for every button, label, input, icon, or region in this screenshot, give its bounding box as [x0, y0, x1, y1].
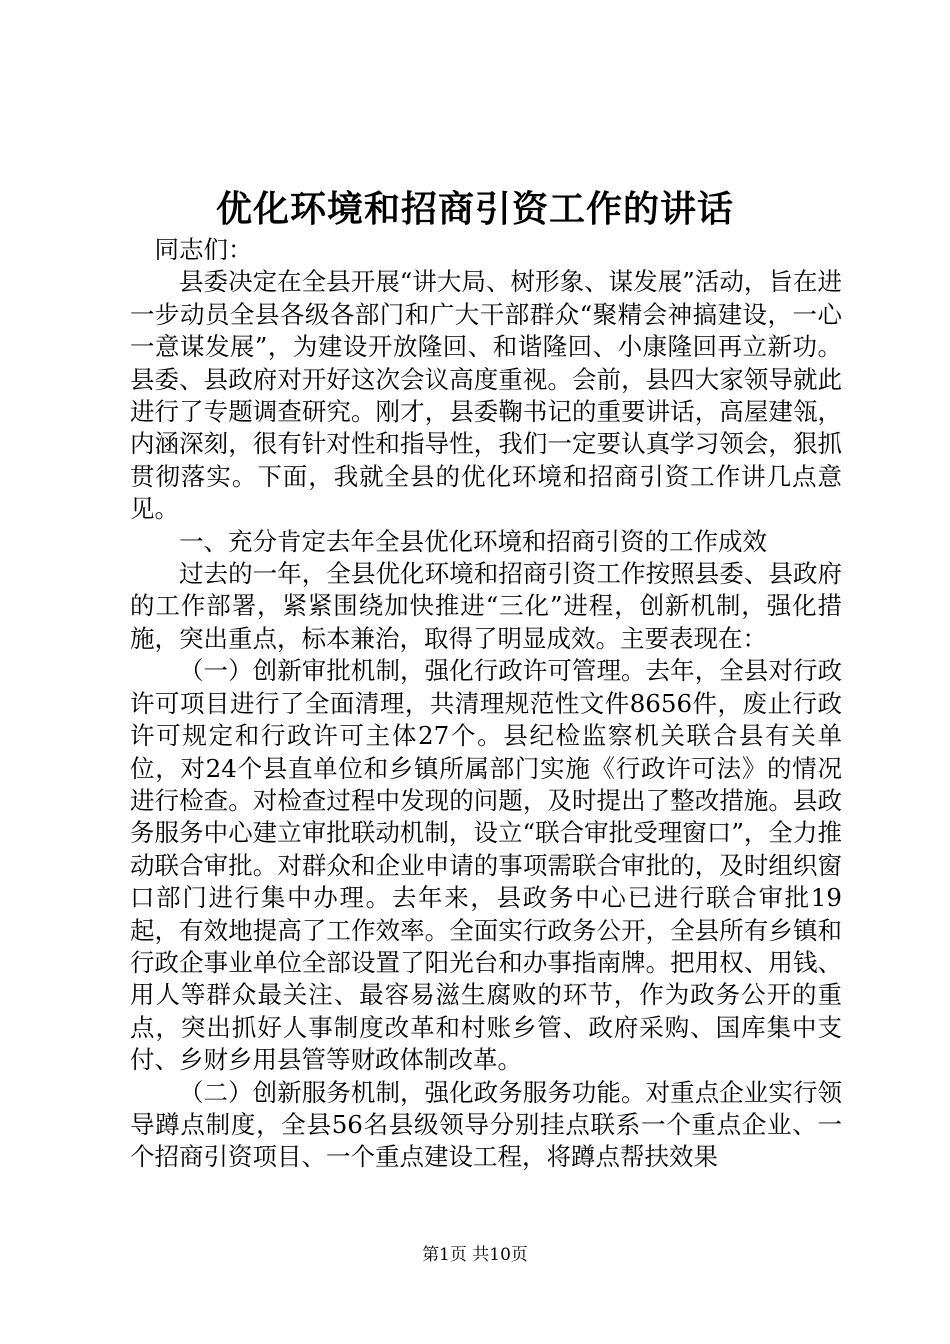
document-body — [130, 234, 842, 1174]
body-paragraph: 过去的一年，全县优化环境和招商引资工作按照县委、县政府的工作部署，紧紧围绕加快推进“三化”进程，创新机制，强化措施，突出重点，标本兼治，取得了明显成效。主要表现在： — [130, 559, 842, 653]
document-title: 优化环境和招商引资工作的讲话 — [215, 188, 734, 230]
body-paragraph: （二）创新服务机制，强化政务服务功能。对重点企业实行领导蹲点制度，全县56名县级领导分别挂点联系一个重点企业、一个招商引资项目、一个重点建设工程，将蹲点帮扶效果 — [130, 1077, 842, 1172]
body-paragraph: （一）创新审批机制，强化行政许可管理。去年，全县对行政许可项目进行了全面清理，共清理规范性文件8656件，废止行政许可规定和行政许可主体27个。县纪检监察机关联合县有关单位，对24个县直单位和乡镇所属部门实施《行政许可法》的情况进行检查。对检查过程中发现的问题，及时提出了整改措施。县政务服务中心建立审批联动机制，设立“联合审批受理窗口”，全力推动联合审批。对群众和企业申请的事项需联合审批的，及时组织窗口部门进行集中办理。去年来，县政务中心已进行联合审批19起，有效地提高了工作效率。全面实行政务公开，全县所有乡镇和行政企事业单位全部设置了阳光台和办事指南牌。把用权、用钱、用人等群众最关注、最容易滋生腐败的环节，作为政务公开的重点，突出抓好人事制度改革和村账乡管、政府采购、国库集中支付、乡财乡用县管等财政体制改革。 — [130, 656, 842, 1075]
intro-paragraph: 县委决定在全县开展“讲大局、树形象、谋发展”活动，旨在进一步动员全县各级各部门和广大干部群众“聚精会神搞建设，一心一意谋发展”，为建设开放隆回、和谐隆回、小康隆回再立新功。县委、县政府对开好这次会议高度重视。会前，县四大家领导就此进行了专题调查研究。刚才，县委鞠书记的重要讲话，高屋建瓴，内涵深刻，很有针对性和指导性，我们一定要认真学习领会，狠抓贯彻落实。下面，我就全县的优化环境和招商引资工作讲几点意见。 — [130, 267, 842, 524]
section-heading-1: 一、充分肯定去年全县优化环境和招商引资的工作成效 — [179, 526, 767, 556]
page-number-footer: 第1页 共10页 — [422, 1245, 528, 1265]
salutation-paragraph: 同志们： — [154, 235, 253, 264]
